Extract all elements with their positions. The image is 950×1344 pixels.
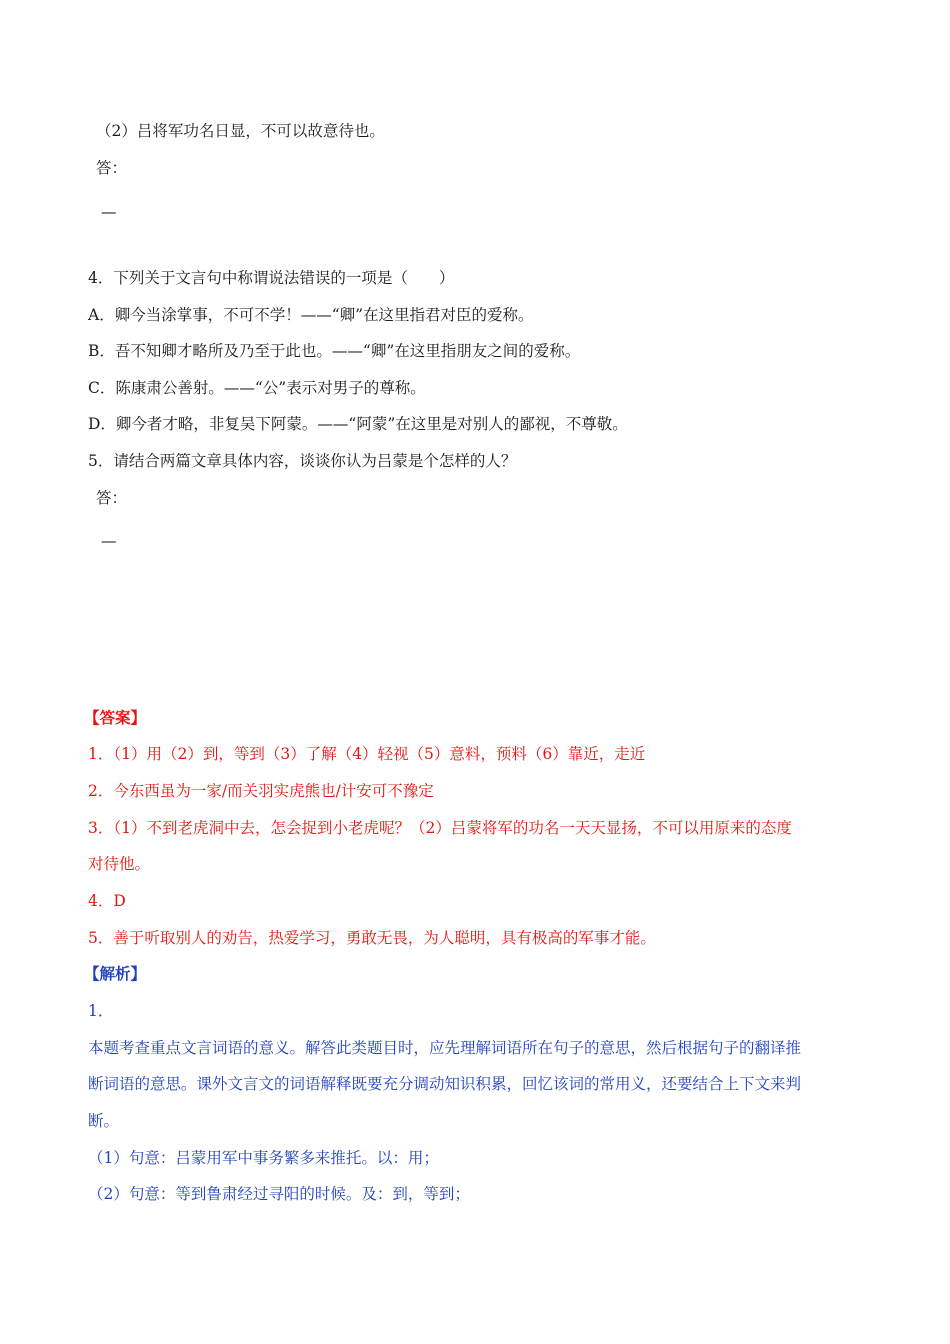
- q3-part2-text: （2）吕将军功名日显，不可以故意待也。: [96, 122, 385, 140]
- q5-stem: 5．请结合两篇文章具体内容，谈谈你认为吕蒙是个怎样的人？: [88, 452, 517, 470]
- analysis-line: 断。: [88, 1112, 120, 1130]
- analysis-line: 断词语的意思。课外文言文的词语解释既要充分调动知识积累，回忆该词的常用义，还要结合上下文来判: [88, 1075, 802, 1093]
- answer-blank: —: [101, 203, 117, 221]
- q4-option-b: B．吾不知卿才略所及乃至于此也。——“卿”在这里指朋友之间的爱称。: [88, 342, 581, 360]
- q4-stem: 4．下列关于文言句中称谓说法错误的一项是（ ）: [88, 269, 455, 287]
- answer-item: 5．善于听取别人的劝告，热爱学习，勇敢无畏，为人聪明，具有极高的军事才能。: [88, 929, 656, 947]
- answer-label: 答：: [96, 159, 128, 177]
- analysis-heading: 【解析】: [84, 964, 147, 983]
- answer-label: 答：: [96, 489, 128, 507]
- q4-option-a: A．卿今当涂掌事，不可不学！——“卿”在这里指君对臣的爱称。: [88, 306, 534, 324]
- q4-option-d: D．卿今者才略，非复吴下阿蒙。——“阿蒙”在这里是对别人的鄙视，不尊敬。: [88, 415, 628, 433]
- answer-item: 对待他。: [88, 855, 151, 873]
- analysis-line: 1．: [88, 1002, 114, 1020]
- q4-option-c: C．陈康肃公善射。——“公”表示对男子的尊称。: [88, 379, 426, 397]
- answer-item: 2．今东西虽为一家/而关羽实虎熊也/计安可不豫定: [88, 782, 434, 800]
- answer-item: 3．（1）不到老虎洞中去，怎会捉到小老虎呢？（2）吕蒙将军的功名一天天显扬，不可以用原来的态度: [88, 819, 792, 837]
- answer-blank: —: [101, 532, 117, 550]
- answer-item: 1．（1）用（2）到，等到（3）了解（4）轻视（5）意料，预料（6）靠近，走近: [88, 745, 646, 763]
- analysis-line: （1）句意：吕蒙用军中事务繁多来推托。以：用；: [88, 1149, 439, 1167]
- analysis-line: （2）句意：等到鲁肃经过寻阳的时候。及：到，等到；: [88, 1185, 470, 1203]
- analysis-line: 本题考查重点文言词语的意义。解答此类题目时，应先理解词语所在句子的意思，然后根据句子的翻译推: [88, 1039, 802, 1057]
- answer-item: 4．D: [88, 892, 126, 910]
- answer-heading: 【答案】: [84, 708, 147, 727]
